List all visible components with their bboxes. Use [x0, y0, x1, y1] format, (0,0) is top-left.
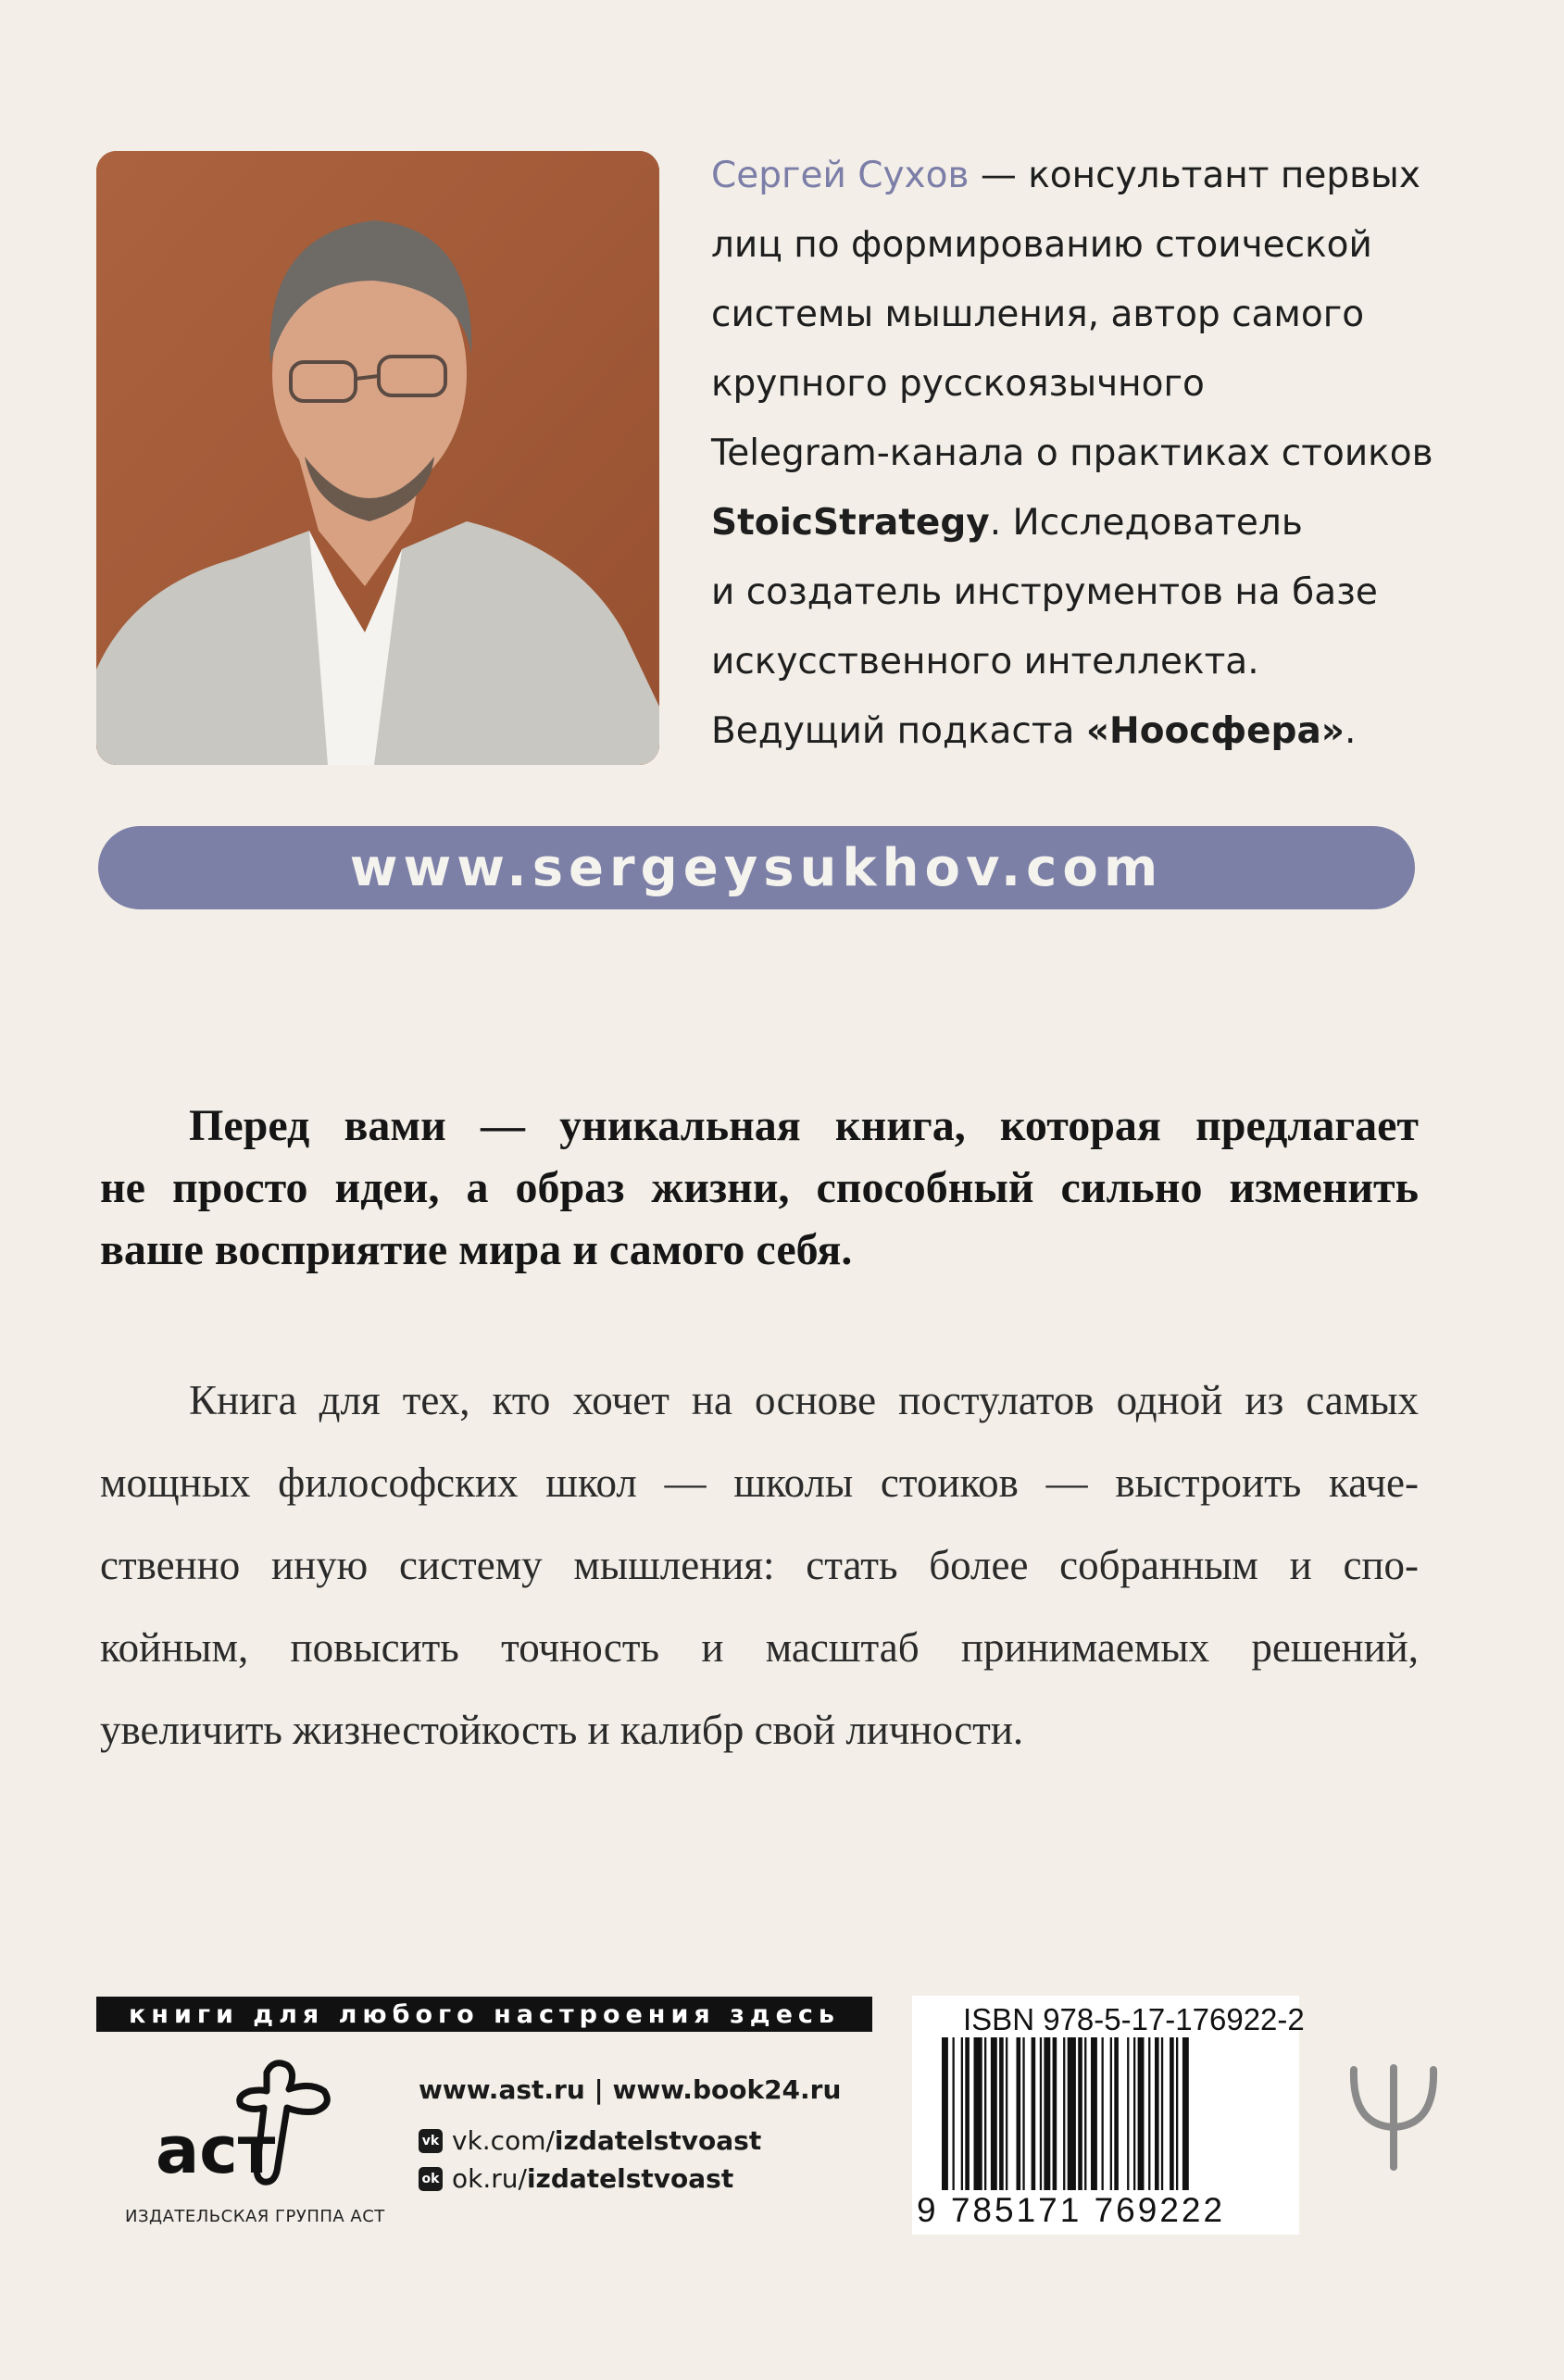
- author-name: Сергей Сухов: [711, 155, 970, 196]
- bio-line: лиц по формированию стоической: [711, 224, 1372, 266]
- author-photo: [96, 151, 659, 765]
- description-paragraph: [100, 1359, 1419, 1772]
- lead-line: Перед вами — уникальная книга, которая предлагает: [189, 1101, 1419, 1150]
- publisher-slogan: книги для любого настроения здесь: [96, 1997, 872, 2032]
- lead-paragraph: [100, 1095, 1419, 1281]
- bio-line: крупного русскоязычного: [711, 363, 1205, 405]
- website-link[interactable]: www.sergeysukhov.com: [349, 837, 1164, 898]
- lead-line: не просто идеи, а образ жизни, способный сильно изменить: [100, 1163, 1419, 1212]
- publisher-caption: ИЗДАТЕЛЬСКАЯ ГРУППА АСТ: [125, 2207, 385, 2226]
- bio-line: и создатель инструментов на базе: [711, 571, 1378, 613]
- psi-symbol-icon: [1343, 2061, 1445, 2172]
- lead-line: ваше восприятие мира и самого себя.: [100, 1225, 853, 1274]
- publisher-sites[interactable]: www.ast.ru | www.book24.ru: [419, 2074, 842, 2105]
- social-link-vk[interactable]: vk vk.com/ izdatelstvoast: [419, 2125, 841, 2156]
- description-line: ственно иную систему мышления: стать более собранным и спо-: [100, 1542, 1419, 1588]
- social-link-ok[interactable]: ok ok.ru/ izdatelstvoast: [419, 2163, 841, 2194]
- ok-icon: ok: [419, 2167, 443, 2191]
- barcode-icon: [942, 2037, 1277, 2190]
- bio-line: искусственного интеллекта.: [711, 641, 1259, 683]
- description-line: Книга для тех, кто хочет на основе постулатов одной из самых: [189, 1377, 1419, 1423]
- publisher-links: [419, 2074, 841, 2201]
- description-line: мощных философских школ — школы стоиков — выстроить каче-: [100, 1459, 1419, 1506]
- bio-line: Telegram-канала о практиках стоиков: [711, 432, 1433, 474]
- ast-logo-icon: [148, 2054, 352, 2193]
- vk-icon: vk: [419, 2129, 443, 2153]
- barcode-digits: 9 785171 769222: [917, 2191, 1226, 2229]
- channel-name: StoicStrategy: [711, 502, 990, 544]
- description-line: увеличить жизнестойкость и калибр свой личности.: [100, 1707, 1024, 1753]
- description-line: койным, повысить точность и масштаб принимаемых решений,: [100, 1624, 1419, 1671]
- author-bio: [711, 141, 1508, 766]
- bio-line: Сергей Сухов — консультант первых: [711, 155, 1420, 196]
- bio-line: Ведущий подкаста «Ноосфера».: [711, 710, 1357, 752]
- bio-line: системы мышления, автор самого: [711, 294, 1365, 335]
- bio-line: StoicStrategy. Исследователь: [711, 502, 1303, 544]
- website-banner[interactable]: [98, 826, 1415, 909]
- logo-lettering: аст: [156, 2112, 276, 2188]
- podcast-name: «Ноосфера»: [1085, 710, 1345, 752]
- isbn-label: ISBN 978-5-17-176922-2: [963, 2002, 1305, 2036]
